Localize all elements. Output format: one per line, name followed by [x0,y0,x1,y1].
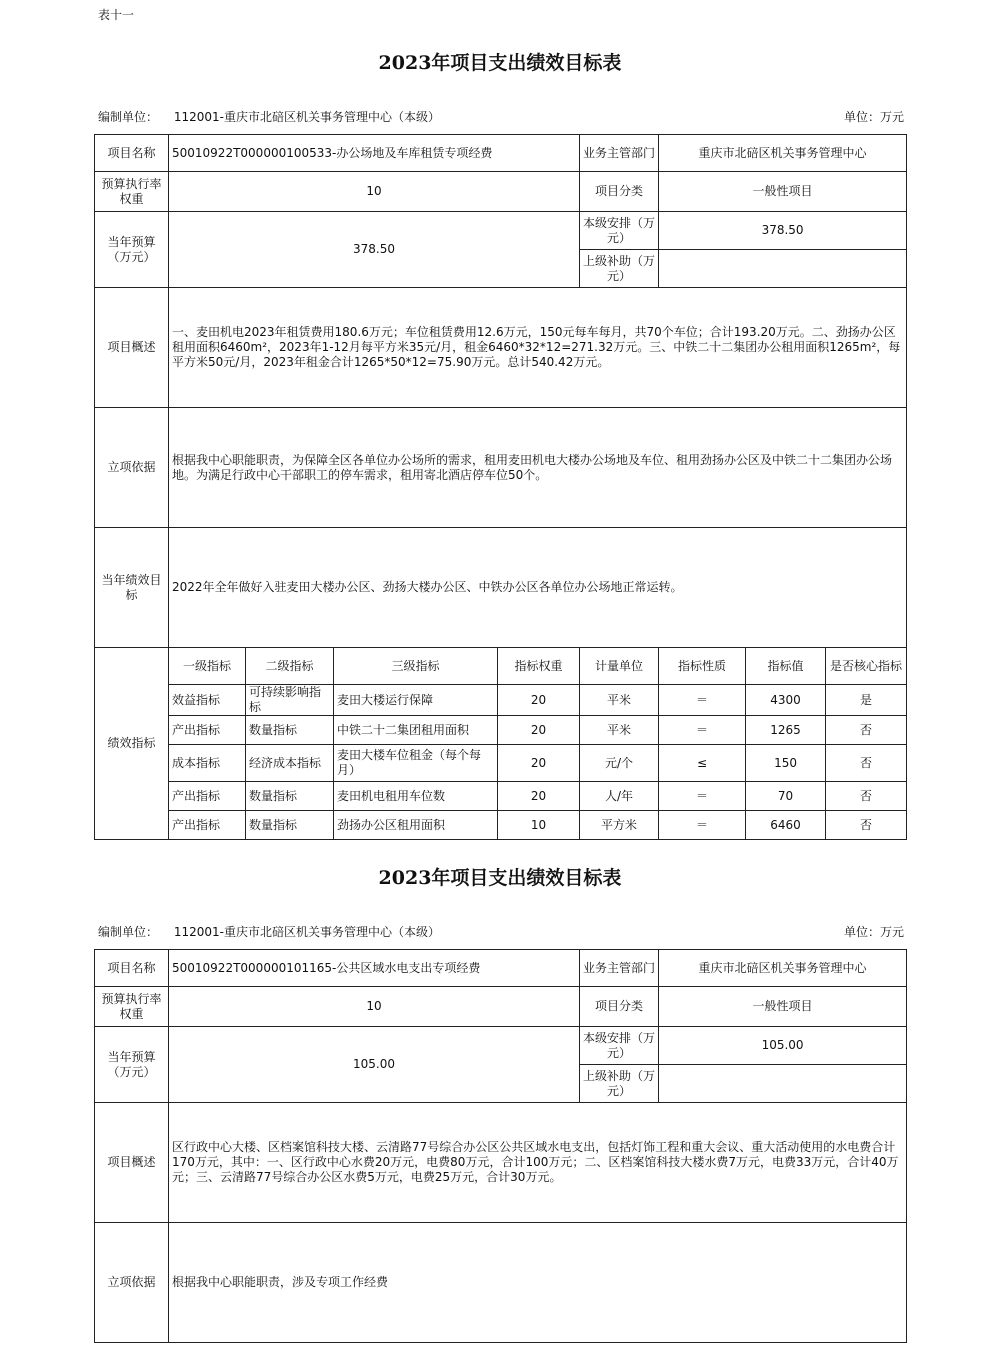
table-row [95,716,907,745]
basis-value: 根据我中心职能职责，涉及专项工作经费 [169,1223,907,1343]
indicator-l2: 数量指标 [246,716,334,745]
overview-label: 项目概述 [95,1103,169,1223]
org-name: 112001-重庆市北碚区机关事务管理中心（本级） [173,110,440,124]
indicator-l3: 麦田大楼车位租金（每个每月） [334,745,498,782]
indicator-l3: 麦田大楼运行保障 [334,685,498,716]
dept-label: 业务主管部门 [580,135,659,172]
project-name-label: 项目名称 [95,950,169,987]
category-label: 项目分类 [580,987,659,1027]
indicator-l1: 产出指标 [169,782,246,811]
project-name-value: 50010922T000000101165-公共区域水电支出专项经费 [169,950,580,987]
own-funds-label: 本级安排（万元） [580,212,659,250]
dept-label: 业务主管部门 [580,950,659,987]
indicator-core: 否 [826,716,907,745]
project-name-value: 50010922T000000100533-办公场地及车库租赁专项经费 [169,135,580,172]
col-core-header: 是否核心指标 [826,648,907,685]
overview-value: 一、麦田机电2023年租赁费用180.6万元；车位租赁费用12.6万元，150元每车每月，共70个车位；合计193.20万元。二、劲扬办公区租用面积6460m²，2023年1-12月每平方米35元/月，租金6460*32*12=271.32万元。三、中铁二十二集团办公租用面积1265m²，每平方米50元/月，2023年租金合计1265*50*12=75.90万元。总计540.42万元。 [169,288,907,408]
indicator-weight: 20 [498,716,580,745]
indicator-weight: 20 [498,745,580,782]
indicator-value: 150 [746,745,826,782]
table1-meta [98,108,904,125]
superior-funds-value [659,250,907,288]
indicator-l3: 劲扬办公区租用面积 [334,811,498,840]
indicators-label: 绩效指标 [95,648,169,840]
indicator-l3: 麦田机电租用车位数 [334,782,498,811]
weight-label: 预算执行率权重 [95,172,169,212]
indicator-weight: 10 [498,811,580,840]
table-row [95,685,907,716]
indicator-nature: ＝ [659,782,746,811]
indicator-unit: 平米 [580,716,659,745]
overview-value: 区行政中心大楼、区档案馆科技大楼、云清路77号综合办公区公共区域水电支出，包括灯饰工程和重大会议、重大活动使用的水电费合计170万元，其中：一、区行政中心水费20万元，电费80万元，合计100万元；二、区档案馆科技大楼水费7万元，电费33万元，合计40万元；三、云清路77号综合办公区水费5万元，电费25万元，合计30万元。 [169,1103,907,1223]
goal-label: 当年绩效目标 [95,528,169,648]
indicator-l1: 产出指标 [169,716,246,745]
col-value-header: 指标值 [746,648,826,685]
indicator-nature: ≤ [659,745,746,782]
indicator-core: 否 [826,811,907,840]
category-label: 项目分类 [580,172,659,212]
indicator-unit: 元/个 [580,745,659,782]
table2-meta [98,923,904,940]
superior-funds-label: 上级补助（万元） [580,250,659,288]
indicator-l2: 数量指标 [246,811,334,840]
indicator-l2: 数量指标 [246,782,334,811]
col-unit-header: 计量单位 [580,648,659,685]
indicator-unit: 人/年 [580,782,659,811]
performance-table-1 [94,134,907,840]
indicator-weight: 20 [498,782,580,811]
budget-value: 378.50 [169,212,580,288]
indicator-l2: 经济成本指标 [246,745,334,782]
table-row [95,811,907,840]
indicator-nature: ＝ [659,811,746,840]
weight-value: 10 [169,987,580,1027]
col-l3-header: 三级指标 [334,648,498,685]
table2-title: 2023年项目支出绩效目标表 [378,867,622,889]
basis-value: 根据我中心职能职责，为保障全区各单位办公场所的需求，租用麦田机电大楼办公场地及车位、租用劲扬办公区及中铁二十二集团办公场地。为满足行政中心干部职工的停车需求，租用寄北酒店停车位50个。 [169,408,907,528]
prepared-by-label: 编制单位： [98,925,159,939]
performance-table-2 [94,949,907,1343]
indicator-weight: 20 [498,685,580,716]
org-name: 112001-重庆市北碚区机关事务管理中心（本级） [173,925,440,939]
own-funds-value: 105.00 [659,1027,907,1065]
indicator-unit: 平方米 [580,811,659,840]
unit-label: 单位：万元 [843,925,904,939]
budget-label: 当年预算（万元） [95,1027,169,1103]
indicator-value: 4300 [746,685,826,716]
indicator-value: 1265 [746,716,826,745]
col-weight-header: 指标权重 [498,648,580,685]
basis-label: 立项依据 [95,1223,169,1343]
indicator-l1: 成本指标 [169,745,246,782]
indicator-l1: 效益指标 [169,685,246,716]
indicator-l1: 产出指标 [169,811,246,840]
prepared-by-label: 编制单位： [98,110,159,124]
overview-label: 项目概述 [95,288,169,408]
category-value: 一般性项目 [659,987,907,1027]
indicator-nature: ＝ [659,685,746,716]
table-row [95,782,907,811]
basis-label: 立项依据 [95,408,169,528]
indicator-nature: ＝ [659,716,746,745]
weight-label: 预算执行率权重 [95,987,169,1027]
col-nature-header: 指标性质 [659,648,746,685]
indicator-l3: 中铁二十二集团租用面积 [334,716,498,745]
own-funds-label: 本级安排（万元） [580,1027,659,1065]
superior-funds-value [659,1065,907,1103]
budget-value: 105.00 [169,1027,580,1103]
indicator-value: 70 [746,782,826,811]
project-name-label: 项目名称 [95,135,169,172]
budget-label: 当年预算（万元） [95,212,169,288]
indicator-l2: 可持续影响指标 [246,685,334,716]
own-funds-value: 378.50 [659,212,907,250]
unit-label: 单位：万元 [843,110,904,124]
indicator-unit: 平米 [580,685,659,716]
indicator-value: 6460 [746,811,826,840]
col-l1-header: 一级指标 [169,648,246,685]
category-value: 一般性项目 [659,172,907,212]
indicator-core: 是 [826,685,907,716]
dept-value: 重庆市北碚区机关事务管理中心 [659,950,907,987]
superior-funds-label: 上级补助（万元） [580,1065,659,1103]
col-l2-header: 二级指标 [246,648,334,685]
weight-value: 10 [169,172,580,212]
goal-value: 2022年全年做好入驻麦田大楼办公区、劲扬大楼办公区、中铁办公区各单位办公场地正常运转。 [169,528,907,648]
page-label: 表十一 [98,8,135,22]
indicator-core: 否 [826,782,907,811]
indicator-core: 否 [826,745,907,782]
table1-title: 2023年项目支出绩效目标表 [378,52,622,74]
dept-value: 重庆市北碚区机关事务管理中心 [659,135,907,172]
table-row [95,745,907,782]
